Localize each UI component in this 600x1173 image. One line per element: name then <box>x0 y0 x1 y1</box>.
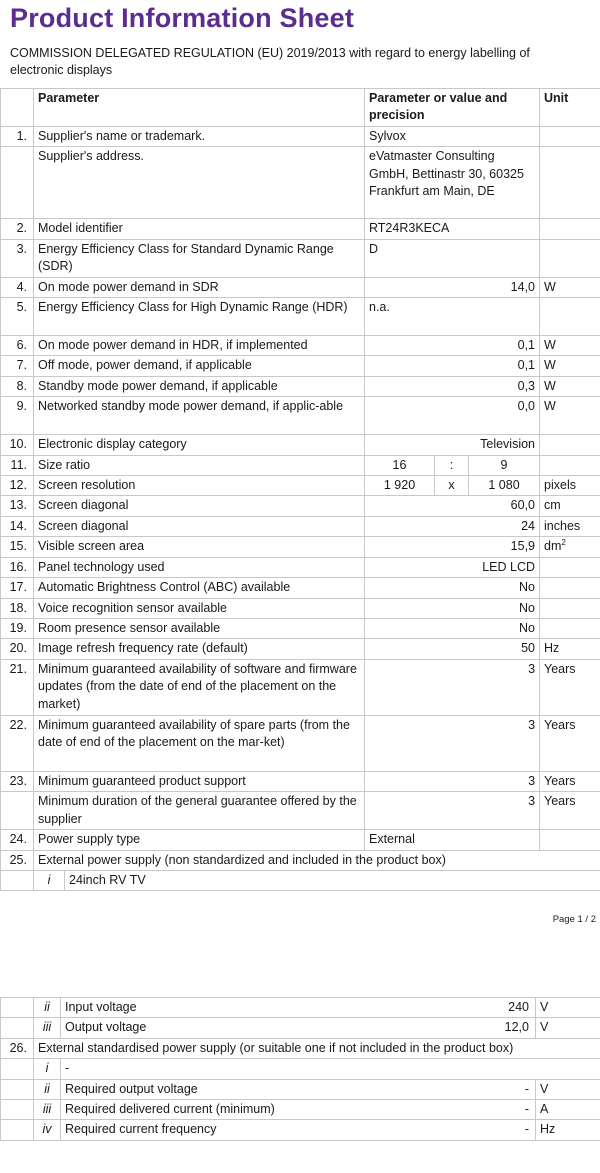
subrow-index: ii <box>34 1079 61 1099</box>
table-row <box>1 998 600 1018</box>
table-row <box>1 147 600 219</box>
header-unit: Unit <box>540 89 600 127</box>
header-value: Parameter or value and precision <box>365 89 540 127</box>
row-label: Energy Efficiency Class for Standard Dynamic Range (SDR) <box>34 239 365 277</box>
row-number: 3. <box>1 239 34 277</box>
table-row <box>1 1059 600 1079</box>
row-label: Supplier's name or trademark. <box>34 126 365 146</box>
row-value: 14,0 <box>365 277 540 297</box>
row-value: 0,1 <box>365 356 540 376</box>
row-value: 0,3 <box>365 376 540 396</box>
row-label: Required current frequency <box>65 1122 217 1137</box>
subrow-index: iv <box>34 1120 61 1140</box>
table-row <box>1 870 600 890</box>
subrow-label: 24inch RV TV <box>69 872 146 887</box>
row-value: - <box>524 1102 529 1117</box>
header-parameter: Parameter <box>34 89 365 127</box>
row-unit: W <box>540 376 600 396</box>
table-row <box>1 618 600 638</box>
row-unit: W <box>540 277 600 297</box>
table-header-row <box>1 89 600 127</box>
row-unit: Hz <box>540 639 600 659</box>
row-unit: Years <box>540 659 600 715</box>
table-row <box>1 126 600 146</box>
row-value: 3 <box>365 771 540 791</box>
row-value: 3 <box>365 792 540 830</box>
product-info-table-continued <box>0 997 600 1141</box>
row-value: Sylvox <box>365 126 540 146</box>
row-unit: Hz <box>536 1120 600 1140</box>
row-value: - <box>524 1081 529 1096</box>
row-label: Minimum guaranteed availability of software and firmware updates (from the date of end of the placement on the market) <box>34 659 365 715</box>
table-row <box>1 277 600 297</box>
row-value: 60,0 <box>365 496 540 516</box>
row-number: 8. <box>1 376 34 396</box>
row-value: Television <box>365 435 540 455</box>
regulation-subtitle: COMMISSION DELEGATED REGULATION (EU) 2019/2013 with regard to energy labelling of electronic displays <box>10 46 530 77</box>
row-unit: V <box>536 998 600 1018</box>
row-number: 1. <box>1 126 34 146</box>
row-value: D <box>365 239 540 277</box>
row-number: 11. <box>1 455 34 475</box>
row-value: No <box>365 598 540 618</box>
row-value: 50 <box>365 639 540 659</box>
table-row <box>1 516 600 536</box>
row-label: Electronic display category <box>34 435 365 455</box>
table-row <box>1 850 600 870</box>
table-row <box>1 239 600 277</box>
row-value: No <box>365 578 540 598</box>
row-label: Output voltage <box>65 1020 147 1035</box>
table-row <box>1 792 600 830</box>
row-value: - <box>524 1122 529 1137</box>
table-row <box>1 356 600 376</box>
row-number: 25. <box>1 850 34 870</box>
resolution-width: 1 920 <box>365 476 435 496</box>
row-label: External standardised power supply (or suitable one if not included in the product box) <box>34 1038 600 1058</box>
row-label: Required delivered current (minimum) <box>65 1102 275 1117</box>
row-unit: Years <box>540 792 600 830</box>
row-value: 0,0 <box>365 397 540 435</box>
resolution-separator: x <box>435 476 469 496</box>
row-number: 13. <box>1 496 34 516</box>
table-row <box>1 659 600 715</box>
table-row <box>1 336 600 356</box>
row-number: 26. <box>1 1038 34 1058</box>
row-unit: V <box>536 1018 600 1038</box>
row-value: 12,0 <box>504 1020 529 1035</box>
row-number: 4. <box>1 277 34 297</box>
row-unit: V <box>536 1079 600 1099</box>
row-label: Automatic Brightness Control (ABC) available <box>34 578 365 598</box>
row-number: 17. <box>1 578 34 598</box>
row-label: Voice recognition sensor available <box>34 598 365 618</box>
row-label: Room presence sensor available <box>34 618 365 638</box>
table-row <box>1 1100 600 1120</box>
row-number: 5. <box>1 298 34 336</box>
row-label: Screen diagonal <box>34 496 365 516</box>
row-label: Screen diagonal <box>34 516 365 536</box>
row-value: n.a. <box>365 298 540 336</box>
row-label: On mode power demand in SDR <box>34 277 365 297</box>
row-label: Minimum guaranteed availability of spare parts (from the date of end of the placement on the mar-ket) <box>34 715 365 771</box>
row-value: 3 <box>365 659 540 715</box>
row-value: LED LCD <box>365 557 540 577</box>
unit-base: dm <box>544 539 562 554</box>
row-label: Standby mode power demand, if applicable <box>34 376 365 396</box>
row-label: Energy Efficiency Class for High Dynamic Range (HDR) <box>34 298 365 336</box>
row-value: 15,9 <box>365 537 540 557</box>
row-value: eVatmaster Consulting GmbH, Bettinastr 30, 60325 Frankfurt am Main, DE <box>365 147 540 219</box>
table-row <box>1 639 600 659</box>
ratio-separator: : <box>435 455 469 475</box>
row-label: Networked standby mode power demand, if applic-able <box>34 397 365 435</box>
row-label: Off mode, power demand, if applicable <box>34 356 365 376</box>
table-row <box>1 557 600 577</box>
subrow-table <box>34 871 600 890</box>
row-number: 18. <box>1 598 34 618</box>
row-unit <box>540 537 600 557</box>
table-row <box>1 435 600 455</box>
subrow-index: ii <box>34 998 61 1018</box>
row-value: RT24R3KECA <box>365 219 540 239</box>
subrow-index: i <box>34 871 65 890</box>
row-value: 240 <box>508 1000 529 1014</box>
row-label: Minimum duration of the general guarantee offered by the supplier <box>34 792 365 830</box>
row-number: 22. <box>1 715 34 771</box>
row-label: Visible screen area <box>34 537 365 557</box>
row-label: Input voltage <box>65 1000 137 1014</box>
row-label: Power supply type <box>34 830 365 850</box>
row-label: Size ratio <box>34 455 365 475</box>
row-value: 0,1 <box>365 336 540 356</box>
table-row <box>1 771 600 791</box>
subrow-index: iii <box>34 1100 61 1120</box>
row-number: 23. <box>1 771 34 791</box>
row-unit: inches <box>540 516 600 536</box>
page-number: Page 1 / 2 <box>552 914 596 925</box>
table-row <box>1 1018 600 1038</box>
row-label: Model identifier <box>34 219 365 239</box>
row-value: 3 <box>365 715 540 771</box>
row-number: 16. <box>1 557 34 577</box>
table-row <box>1 476 600 496</box>
row-value: No <box>365 618 540 638</box>
table-row <box>1 1079 600 1099</box>
table-row <box>1 830 600 850</box>
row-unit: pixels <box>540 476 600 496</box>
ratio-width: 16 <box>365 455 435 475</box>
table-row <box>1 598 600 618</box>
row-number: 6. <box>1 336 34 356</box>
row-label: Screen resolution <box>34 476 365 496</box>
row-value: 24 <box>365 516 540 536</box>
row-number: 21. <box>1 659 34 715</box>
row-number: 10. <box>1 435 34 455</box>
table-row <box>1 496 600 516</box>
row-number: 2. <box>1 219 34 239</box>
row-number: 20. <box>1 639 34 659</box>
table-row <box>1 455 600 475</box>
row-unit: A <box>536 1100 600 1120</box>
row-label: Minimum guaranteed product support <box>34 771 365 791</box>
row-number: 15. <box>1 537 34 557</box>
row-label: - <box>61 1059 600 1079</box>
row-number: 14. <box>1 516 34 536</box>
row-unit: Years <box>540 715 600 771</box>
product-info-table <box>0 88 600 891</box>
row-value: External <box>365 830 540 850</box>
row-number: 9. <box>1 397 34 435</box>
row-number: 7. <box>1 356 34 376</box>
row-label: On mode power demand in HDR, if implemented <box>34 336 365 356</box>
table-row <box>1 1038 600 1058</box>
table-row <box>1 1120 600 1140</box>
table-row <box>1 715 600 771</box>
row-label: Required output voltage <box>65 1081 198 1096</box>
row-label: Supplier's address. <box>34 147 365 219</box>
table-row <box>1 397 600 435</box>
table-row <box>1 578 600 598</box>
row-label: External power supply (non standardized and included in the product box) <box>34 850 600 870</box>
row-label: Image refresh frequency rate (default) <box>34 639 365 659</box>
table-row <box>1 298 600 336</box>
resolution-height: 1 080 <box>469 476 540 496</box>
unit-exponent: 2 <box>561 538 566 548</box>
row-unit: W <box>540 397 600 435</box>
table-row <box>1 537 600 557</box>
subrow-index: iii <box>34 1018 61 1038</box>
subrow-index: i <box>34 1059 61 1079</box>
row-unit: W <box>540 336 600 356</box>
row-unit: Years <box>540 771 600 791</box>
row-number: 12. <box>1 476 34 496</box>
row-unit: W <box>540 356 600 376</box>
table-row <box>1 376 600 396</box>
row-number: 19. <box>1 618 34 638</box>
row-unit: cm <box>540 496 600 516</box>
row-number: 24. <box>1 830 34 850</box>
page-title: Product Information Sheet <box>10 3 355 33</box>
table-row <box>1 219 600 239</box>
ratio-height: 9 <box>469 455 540 475</box>
row-label: Panel technology used <box>34 557 365 577</box>
